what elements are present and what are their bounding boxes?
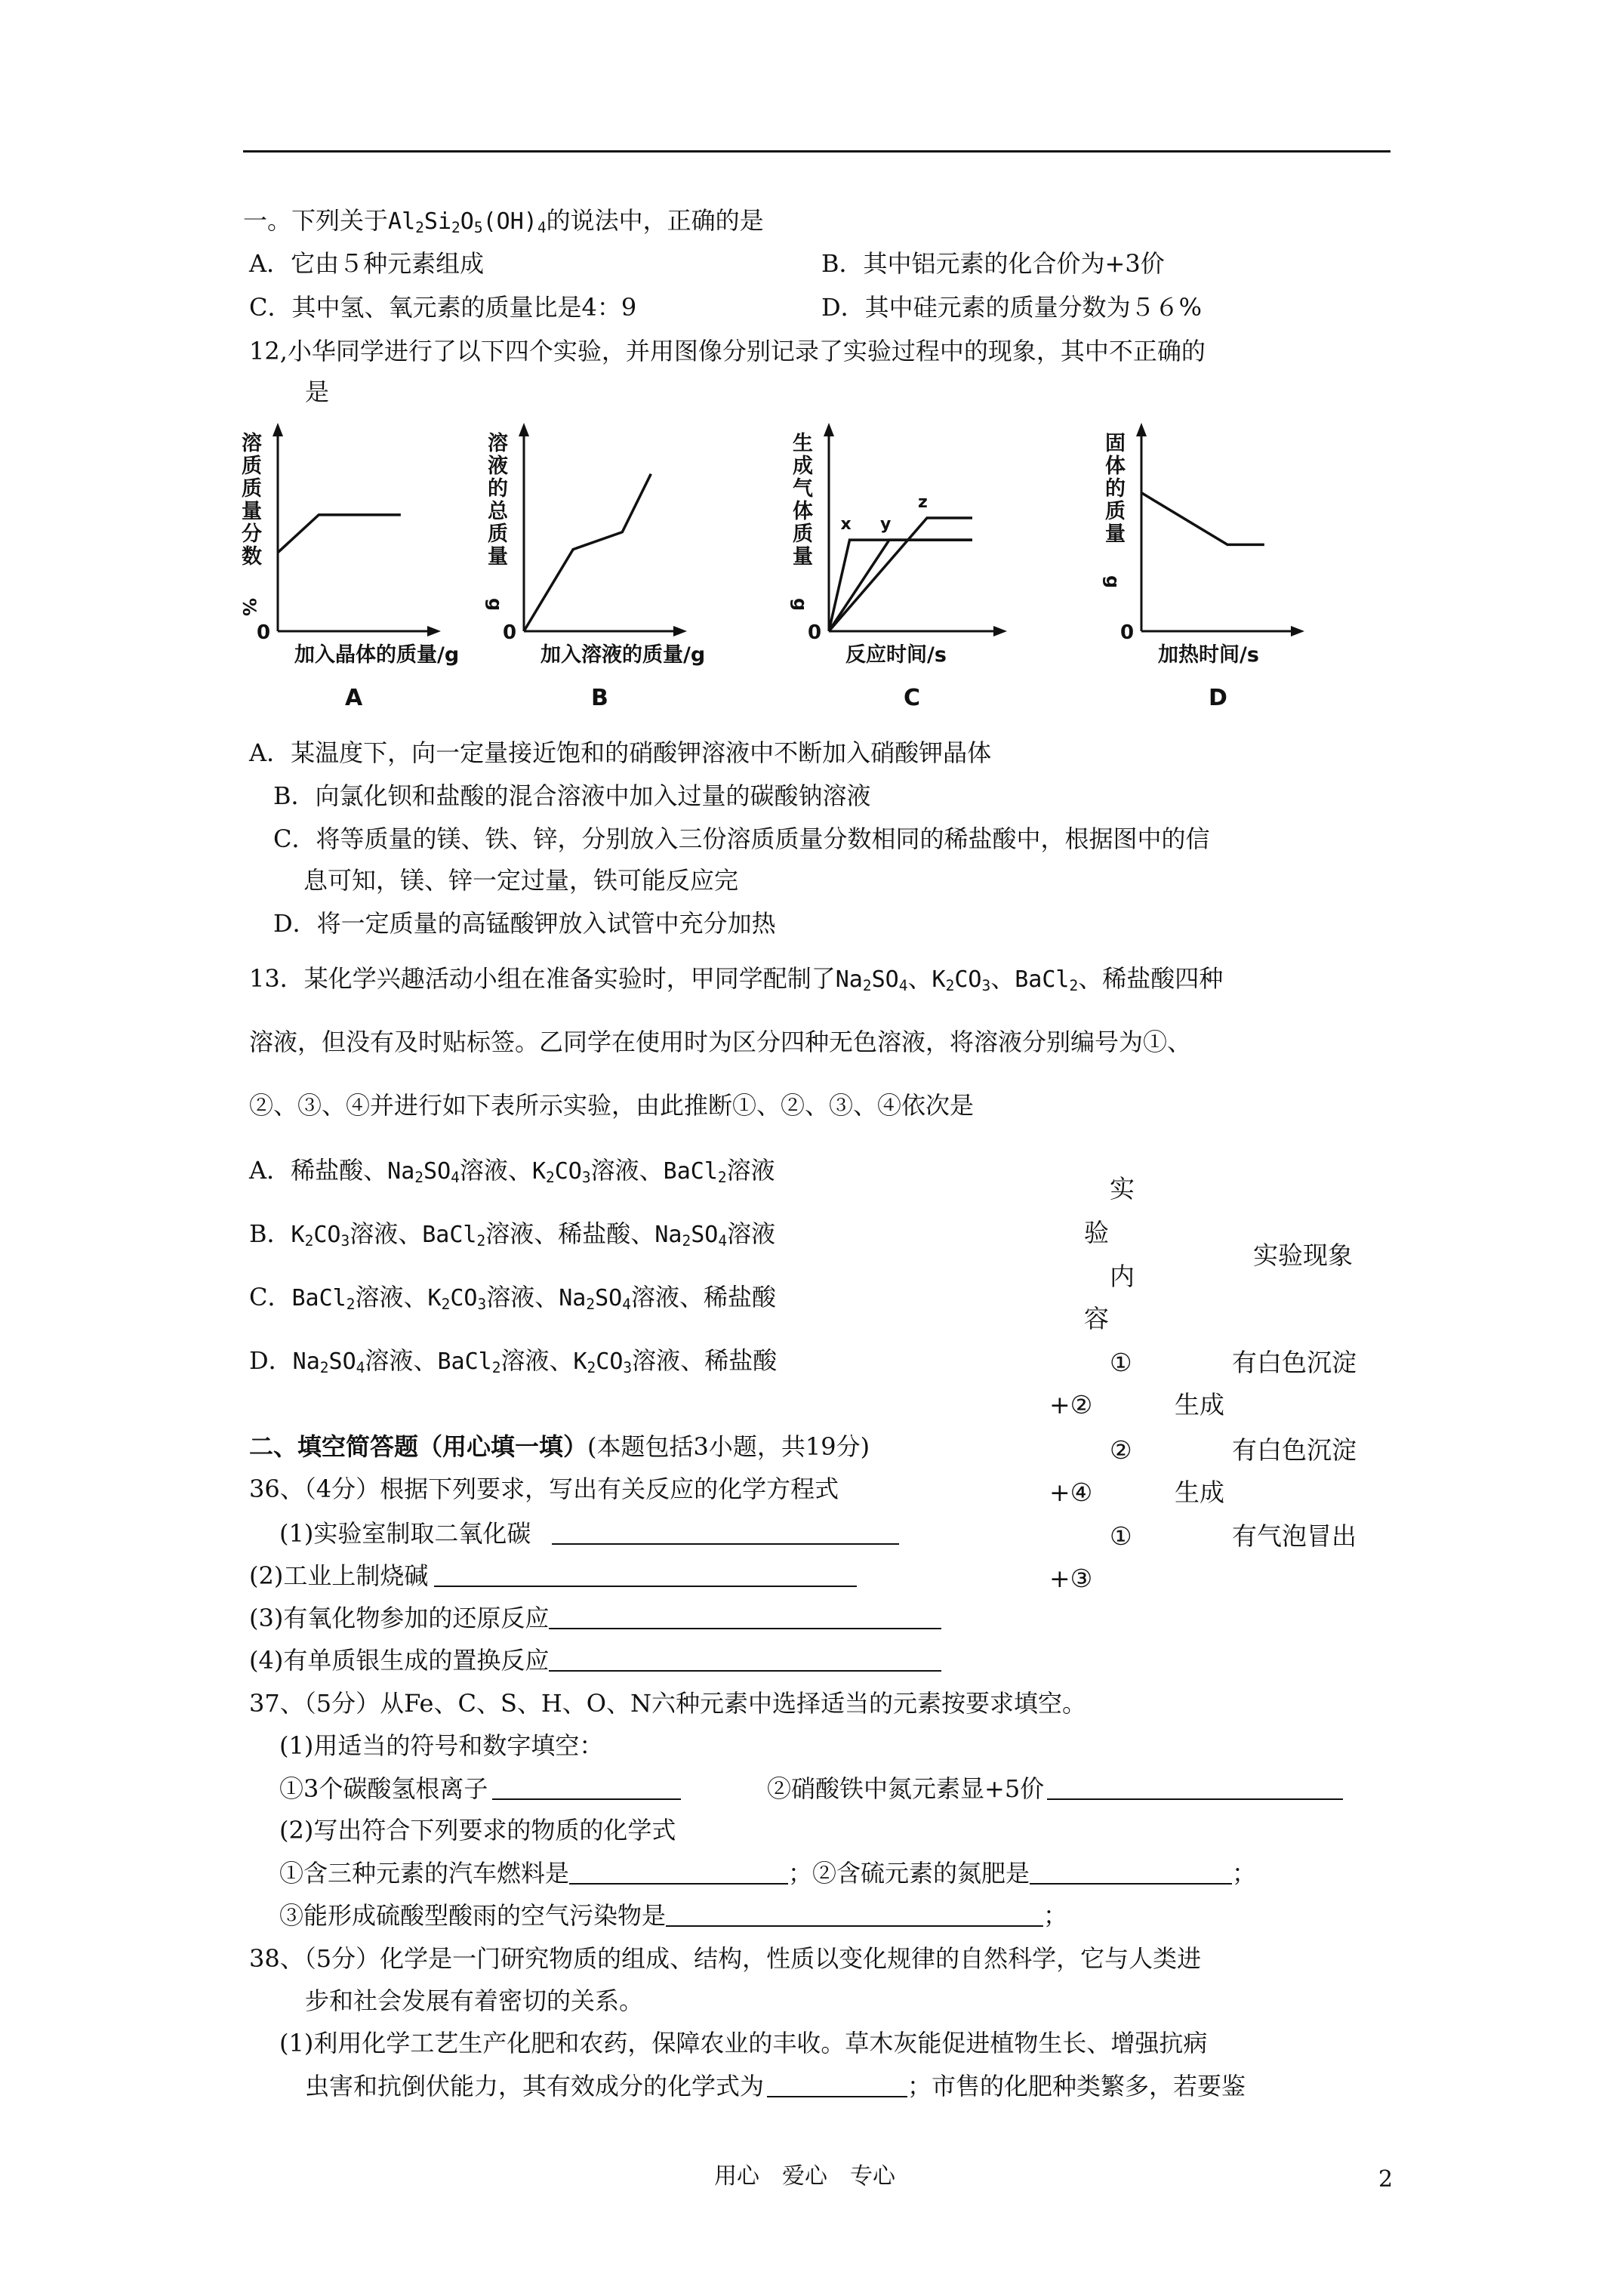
q13-option-c: C．BaCl$_2$溶液、$K_2CO_3$溶液、$Na_2SO_4$溶液、稀盐酸 xyxy=(249,1283,777,1313)
q11-formula-al-n: 2 xyxy=(415,218,424,236)
q13-line1-chem: $Na_2SO_4$ xyxy=(835,966,908,994)
y-axis-label-char: 的 xyxy=(1105,477,1126,501)
q37-sub2-ab: ①含三种元素的汽车燃料是 ；②含硫元素的氮肥是 ； xyxy=(279,1859,1257,1888)
y-axis-label-char: 质 xyxy=(793,522,813,546)
y-axis-arrow xyxy=(519,423,529,436)
q38-line1: 38、（5分）化学是一门研究物质的组成、结构，性质以变化规律的自然科学，它与人类进 xyxy=(249,1944,1202,1973)
answer-blank[interactable] xyxy=(569,1860,788,1885)
y-axis-label-char: 量 xyxy=(488,545,508,569)
x-axis-arrow xyxy=(673,626,687,636)
q11-stem xyxy=(243,206,764,236)
series-line xyxy=(829,518,972,631)
q11-option-b: B．其中铝元素的化合价为+3价 xyxy=(821,249,1165,278)
q13-option-d: D．$Na_2SO_4$溶液、BaCl$_2$溶液、$K_2CO_3$溶液、稀盐酸 xyxy=(249,1346,778,1376)
x-axis-label: 加入溶液的质量/g xyxy=(540,643,706,667)
q37-sub2: (2)写出符合下列要求的物质的化学式 xyxy=(279,1816,676,1845)
y-axis-label-char: 总 xyxy=(488,500,508,523)
q13-line1-b: 、稀盐酸四种 xyxy=(1078,964,1224,993)
series-label: z xyxy=(918,493,928,512)
y-axis-arrow xyxy=(273,423,283,436)
y-axis-label-char: 体 xyxy=(793,500,813,523)
origin-label: 0 xyxy=(1120,621,1135,644)
q11-formula-o-n: 5 xyxy=(473,218,483,236)
q12-option-b: B．向氯化钡和盐酸的混合溶液中加入过量的碳酸钠溶液 xyxy=(273,781,871,810)
q13-line1-a: 13．某化学兴趣活动小组在准备实验时，甲同学配制了 xyxy=(249,964,836,993)
q12-charts xyxy=(226,408,1449,725)
table-row2-c2b: 生成 xyxy=(1175,1478,1224,1507)
q11-stem-suffix: 的说法中，正确的是 xyxy=(546,206,764,235)
y-axis-label-char: 量 xyxy=(793,545,813,569)
table-row2-c1b: +④ xyxy=(1049,1478,1093,1507)
y-axis-label-char: 固 xyxy=(1105,432,1126,455)
y-axis-label-char: 数 xyxy=(242,545,262,569)
q36-stem: 36、（4分）根据下列要求，写出有关反应的化学方程式 xyxy=(249,1475,839,1503)
answer-blank[interactable] xyxy=(549,1605,941,1629)
table-header-col2: 实验现象 xyxy=(1253,1240,1353,1270)
origin-label: 0 xyxy=(257,621,271,644)
table-row3-c1a: ① xyxy=(1110,1521,1132,1551)
q13-option-b: B．$K_2CO_3$溶液、BaCl$_2$溶液、稀盐酸、$Na_2SO_4$溶液 xyxy=(249,1219,776,1250)
q11-formula-o: O xyxy=(460,208,474,235)
q38-line2: 步和社会发展有着密切的关系。 xyxy=(305,1986,644,2015)
table-header-col1-char: 容 xyxy=(1084,1304,1109,1333)
answer-blank[interactable] xyxy=(552,1521,899,1545)
y-axis-arrow xyxy=(824,423,834,436)
page-number: 2 xyxy=(1378,2166,1394,2193)
q13-option-a: A．稀盐酸、$Na_2SO_4$溶液、$K_2CO_3$溶液、BaCl$_2$溶液 xyxy=(249,1156,775,1186)
y-axis-arrow xyxy=(1136,423,1147,436)
x-axis-label: 加热时间/s xyxy=(1158,643,1259,667)
q12-option-d: D．将一定质量的高锰酸钾放入试管中充分加热 xyxy=(273,909,776,938)
answer-blank[interactable] xyxy=(549,1647,941,1672)
y-axis-label-char: 的 xyxy=(488,477,508,501)
y-axis-label-char: 成 xyxy=(793,455,813,478)
x-axis-label: 加入晶体的质量/g xyxy=(294,643,460,667)
y-axis-label-char: 量 xyxy=(1105,522,1126,546)
q11-option-a: A．它由５种元素组成 xyxy=(249,249,485,278)
table-row1-c1b: +② xyxy=(1049,1390,1093,1419)
origin-label: 0 xyxy=(808,621,822,644)
x-axis-arrow xyxy=(1291,626,1304,636)
q38-line3: (1)利用化学工艺生产化肥和农药，保障农业的丰收。草木灰能促进植物生长、增强抗病 xyxy=(279,2029,1208,2057)
q37-sub1: (1)用适当的符号和数字填空： xyxy=(279,1731,604,1760)
q12-option-a: A．某温度下，向一定量接近饱和的硝酸钾溶液中不断加入硝酸钾晶体 xyxy=(249,738,992,767)
series-line xyxy=(1141,493,1264,545)
series-line xyxy=(278,515,401,553)
chart-letter: B xyxy=(591,685,608,711)
y-axis-label-char: 质 xyxy=(1105,500,1126,523)
y-axis-unit: g xyxy=(1102,575,1123,589)
answer-blank[interactable] xyxy=(492,1776,681,1800)
table-row1-c1a: ① xyxy=(1110,1348,1132,1377)
y-axis-label-char: 量 xyxy=(242,500,262,523)
q11-formula-oh-n: 4 xyxy=(537,218,547,236)
section2-heading xyxy=(249,1432,870,1461)
series-label: y xyxy=(880,515,892,535)
series-line xyxy=(829,540,972,631)
y-axis-label-char: 质 xyxy=(242,455,262,478)
table-row2-c2a: 有白色沉淀 xyxy=(1232,1435,1357,1465)
table-row3-c1b: +③ xyxy=(1049,1564,1093,1593)
x-axis-arrow xyxy=(993,626,1007,636)
q37-stem: 37、（5分）从Fe、C、S、H、O、N六种元素中选择适当的元素按要求填空。 xyxy=(249,1689,1087,1718)
q11-formula-al: Al xyxy=(388,208,416,235)
y-axis-label-char: 分 xyxy=(242,522,262,546)
header-rule xyxy=(243,150,1390,153)
table-row1-c2a: 有白色沉淀 xyxy=(1232,1348,1357,1377)
chart-letter: A xyxy=(345,685,363,711)
q11-option-c: C．其中氢、氧元素的质量比是4：9 xyxy=(249,293,637,322)
answer-blank[interactable] xyxy=(1047,1776,1343,1800)
y-axis-label-char: 质 xyxy=(488,522,508,546)
series-line xyxy=(524,474,651,631)
answer-blank[interactable] xyxy=(434,1563,857,1587)
x-axis-label: 反应时间/s xyxy=(845,643,947,667)
y-axis-label-char: 溶 xyxy=(242,432,262,455)
q37-sub1-b: ②硝酸铁中氮元素显+5价 xyxy=(767,1776,1343,1801)
q11-option-d: D．其中硅元素的质量分数为５６% xyxy=(821,293,1203,322)
q11-formula xyxy=(388,208,547,235)
q38-line4: 虫害和抗倒伏能力，其有效成分的化学式为 ；市售的化肥种类繁多，若要鉴 xyxy=(305,2072,1246,2100)
y-axis-label-char: 质 xyxy=(242,477,262,501)
y-axis-unit: g xyxy=(485,598,506,612)
q12-stem-line1: 12,小华同学进行了以下四个实验，并用图像分别记录了实验过程中的现象，其中不正确的 xyxy=(249,337,1206,365)
footer-motto: 用心 爱心 专心 xyxy=(714,2163,895,2190)
table-header-col1-char: 内 xyxy=(1110,1262,1135,1291)
q12-stem-line2: 是 xyxy=(305,378,330,406)
q11-formula-si-n: 2 xyxy=(451,218,460,236)
chart-letter: C xyxy=(904,685,921,711)
q13-line2: 溶液，但没有及时贴标签。乙同学在使用时为区分四种无色溶液，将溶液分别编号为①、 xyxy=(249,1028,1192,1056)
section2-heading-rest: (本题包括3小题，共19分) xyxy=(587,1432,870,1461)
y-axis-label-char: 体 xyxy=(1105,455,1126,478)
q11-formula-si: Si xyxy=(423,208,452,235)
chart-letter: D xyxy=(1209,685,1227,711)
table-row1-c2b: 生成 xyxy=(1175,1390,1224,1419)
q37-sub1-a: ①3个碳酸氢根离子 xyxy=(279,1776,681,1801)
table-header-col1-char: 验 xyxy=(1084,1218,1109,1247)
answer-blank[interactable] xyxy=(1030,1860,1232,1885)
q36-item-4: (4)有单质银生成的置换反应 xyxy=(249,1647,941,1672)
q13-line1: 13．某化学兴趣活动小组在准备实验时，甲同学配制了$Na_2SO_4$、$K_2CO_3$、BaCl$_2$、稀盐酸四种 xyxy=(249,964,1224,994)
q12-option-c-line1: C．将等质量的镁、铁、锌，分别放入三份溶质质量分数相同的稀盐酸中，根据图中的信 xyxy=(273,824,1210,853)
q37-sub2-c: ③能形成硫酸型酸雨的空气污染物是 ； xyxy=(279,1901,1068,1930)
y-axis-label-char: 溶 xyxy=(488,432,508,455)
y-axis-unit: % xyxy=(239,598,260,617)
q12-option-c-line2: 息可知，镁、锌一定过量，铁可能反应完 xyxy=(303,866,739,895)
series-label: x xyxy=(840,515,852,535)
q11-stem-prefix: 一。下列关于 xyxy=(243,206,389,235)
answer-blank[interactable] xyxy=(666,1903,1043,1927)
y-axis-label-char: 液 xyxy=(488,455,508,478)
q36-item-2: (2)工业上制烧碱 xyxy=(249,1563,857,1588)
q13-line3: ②、③、④并进行如下表所示实验，由此推断①、②、③、④依次是 xyxy=(249,1091,975,1120)
table-row2-c1a: ② xyxy=(1110,1435,1132,1465)
q36-item-3: (3)有氧化物参加的还原反应 xyxy=(249,1605,941,1630)
series-line xyxy=(829,540,972,631)
x-axis-arrow xyxy=(427,626,441,636)
y-axis-label-char: 气 xyxy=(793,477,813,501)
y-axis-unit: g xyxy=(790,598,811,612)
q11-formula-oh: (OH) xyxy=(482,208,537,235)
y-axis-label-char: 生 xyxy=(793,432,813,455)
table-row3-c2a: 有气泡冒出 xyxy=(1232,1521,1357,1551)
origin-label: 0 xyxy=(503,621,517,644)
answer-blank[interactable] xyxy=(767,2073,907,2097)
q36-item-1: (1)实验室制取二氧化碳 xyxy=(279,1521,899,1546)
section2-heading-bold: 二、填空简答题（用心填一填） xyxy=(249,1432,588,1461)
table-header-col1-char: 实 xyxy=(1110,1174,1135,1203)
